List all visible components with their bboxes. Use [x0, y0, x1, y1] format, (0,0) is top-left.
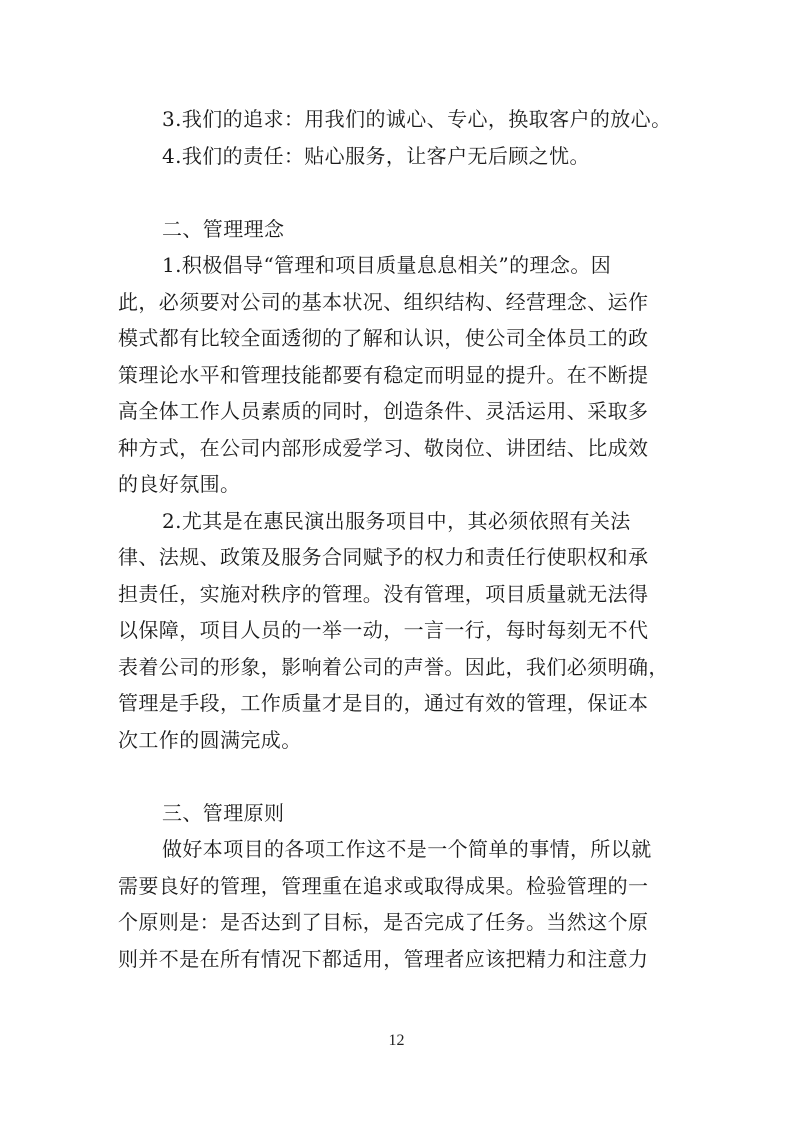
paragraph-line: 担责任，实施对秩序的管理。没有管理，项目质量就无法得 [118, 581, 649, 606]
paragraph-line: 以保障，项目人员的一举一动，一言一行，每时每刻无不代 [118, 618, 649, 642]
paragraph-line: 策理论水平和管理技能都要有稳定而明显的提升。在不断提 [118, 362, 649, 387]
paragraph-line: 3.我们的追求：用我们的诚心、专心，换取客户的放心。 [162, 107, 672, 131]
paragraph-line: 律、法规、政策及服务合同赋予的权力和责任行使职权和承 [118, 545, 649, 569]
paragraph-line: 模式都有比较全面透彻的了解和认识，使公司全体员工的政 [118, 326, 649, 350]
blank-line [118, 174, 690, 211]
paragraph-line: 此，必须要对公司的基本状况、组织结构、经营理念、运作 [118, 289, 649, 314]
paragraph-line: 个原则是：是否达到了目标，是否完成了任务。当然这个原 [118, 910, 649, 934]
paragraph-line: 高全体工作人员素质的同时，创造条件、灵活运用、采取多 [118, 399, 649, 423]
paragraph-line: 的良好氛围。 [118, 472, 241, 496]
page-body [118, 101, 690, 977]
paragraph-line: 则并不是在所有情况下都适用，管理者应该把精力和注意力 [118, 946, 649, 971]
paragraph-line: 次工作的圆满完成。 [118, 727, 302, 752]
paragraph-line: 做好本项目的各项工作这不是一个简单的事情，所以就 [162, 837, 652, 861]
paragraph-line: 需要良好的管理，管理重在追求或取得成果。检验管理的一 [118, 873, 649, 898]
paragraph-line: 4.我们的责任：贴心服务，让客户无后顾之忧。 [162, 143, 590, 168]
section-heading: 三、管理原则 [162, 800, 285, 825]
paragraph-line: 1.积极倡导“管理和项目质量息息相关”的理念。因 [162, 253, 612, 277]
paragraph-line: 2.尤其是在惠民演出服务项目中，其必须依照有关法 [162, 508, 631, 533]
page-number: 12 [388, 1032, 405, 1049]
paragraph-line: 管理是手段，工作质量才是目的，通过有效的管理，保证本 [118, 691, 649, 715]
blank-line [118, 758, 690, 795]
paragraph-line: 表着公司的形象，影响着公司的声誉。因此，我们必须明确， [118, 654, 669, 679]
paragraph-line: 种方式，在公司内部形成爱学习、敬岗位、讲团结、比成效 [118, 435, 649, 460]
section-heading: 二、管理理念 [162, 216, 285, 241]
